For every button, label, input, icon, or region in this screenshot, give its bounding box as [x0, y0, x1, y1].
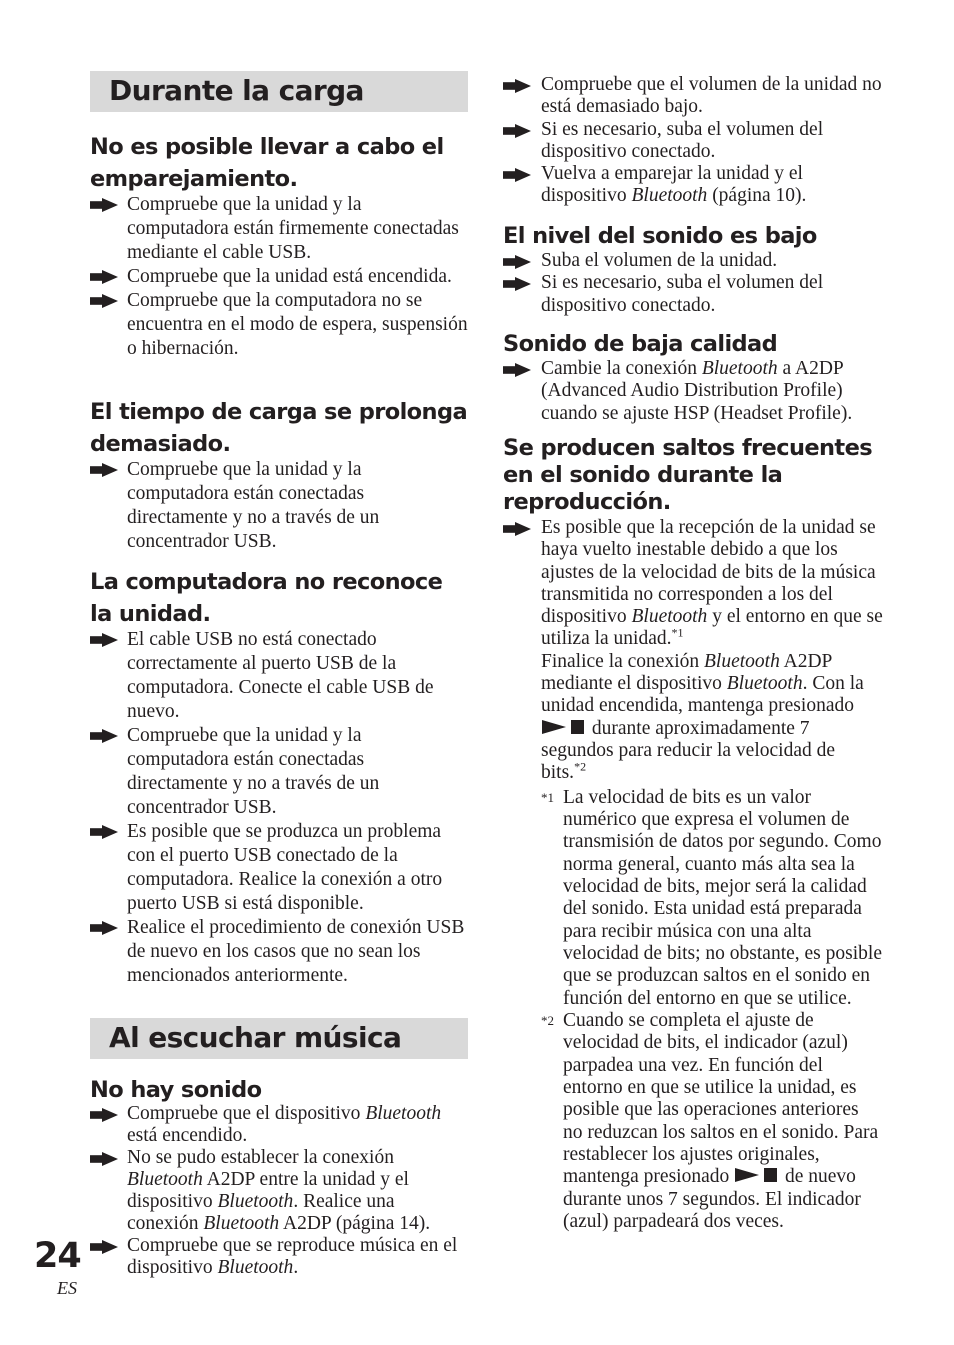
heading-no-sound: No hay sonido — [90, 1077, 262, 1103]
arrow-right-icon — [503, 522, 531, 536]
heading-low-quality: Sonido de baja calidad — [503, 331, 778, 357]
list-item: Realice el procedimiento de conexión USB de nuevo en los casos que no sean los mencionados anteriormente. — [90, 916, 468, 988]
arrow-right-icon — [503, 277, 531, 291]
list-item: No se pudo establecer la conexión Bluetooth A2DP entre la unidad y el dispositivo Bluetooth. Realice una conexión Bluetooth A2DP (página 14). — [90, 1147, 468, 1235]
list-item: Compruebe que el volumen de la unidad no está demasiado bajo. — [503, 74, 883, 119]
list-item: Compruebe que la unidad y la computadora están conectadas directamente y no a través de un concentrador USB. — [90, 458, 468, 554]
play-pause-icon — [734, 1166, 780, 1184]
heading-low-volume: El nivel del sonido es bajo — [503, 223, 817, 249]
heading-not-recognized: La computadora no reconoce la unidad. — [90, 569, 443, 627]
heading-sound-skips: Se producen saltos frecuentes en el sonido durante la reproducción. — [503, 435, 873, 515]
page-number: 24 — [34, 1236, 81, 1276]
list-item: Suba el volumen de la unidad. — [503, 250, 883, 272]
list-item: Si es necesario, suba el volumen del dispositivo conectado. — [503, 272, 883, 317]
arrow-right-icon — [90, 729, 118, 743]
low-volume-list — [503, 250, 883, 317]
list-item: Es posible que se produzca un problema con el puerto USB conectado de la computadora. Realice la conexión a otro puerto USB si está disponible. — [90, 820, 468, 916]
arrow-right-icon — [90, 1240, 118, 1254]
section-header-listening — [90, 1018, 468, 1059]
section-header-charging — [90, 71, 468, 112]
arrow-right-icon — [90, 921, 118, 935]
arrow-right-icon — [90, 1108, 118, 1122]
arrow-right-icon — [503, 124, 531, 138]
arrow-right-icon — [90, 294, 118, 308]
arrow-right-icon — [90, 825, 118, 839]
arrow-right-icon — [503, 255, 531, 269]
list-item: Compruebe que la unidad está encendida. — [90, 265, 468, 289]
no-sound-list — [90, 1103, 468, 1279]
no-sound-continued-list — [503, 74, 883, 208]
pairing-list — [90, 193, 468, 361]
section-title: Durante la carga — [109, 74, 364, 107]
list-item: El cable USB no está conectado correctamente al puerto USB de la computadora. Conecte el cable USB de nuevo. — [90, 628, 468, 724]
heading-charge-time: El tiempo de carga se prolonga demasiado. — [90, 399, 468, 457]
list-item: Compruebe que se reproduce música en el dispositivo Bluetooth. — [90, 1235, 468, 1279]
low-quality-list — [503, 358, 883, 425]
list-item: Si es necesario, suba el volumen del dispositivo conectado. — [503, 119, 883, 164]
footnote-2: *2 Cuando se completa el ajuste de velocidad de bits, el indicador (azul) parpadea una vez. En función del entorno en que se utilice la unidad, es posible que las operaciones anteriores no reduzcan los saltos en el sonido. Para restablecer los ajustes originales, mantenga presionado de nuevo durante unos 7 segundos. El indicador (azul) parpadeará dos veces. — [541, 1010, 879, 1233]
list-item: Compruebe que la unidad y la computadora están conectadas directamente y no a través de un concentrador USB. — [90, 724, 468, 820]
heading-pairing: No es posible llevar a cabo el emparejamiento. — [90, 134, 444, 192]
list-item: Vuelva a emparejar la unidad y el dispositivo Bluetooth (página 10). — [503, 163, 883, 208]
arrow-right-icon — [90, 1152, 118, 1166]
footnote-1: *1 La velocidad de bits es un valor numérico que expresa el volumen de transmisión de datos por segundo. Como norma general, cuanto más alta sea la velocidad de bits, mejor será la calidad del sonido. Esta unidad está preparada para recibir música con una alta velocidad de bits; no obstante, es posible que se produzcan saltos en el sonido en función del entorno en que se utilice. — [541, 786, 882, 1009]
arrow-right-icon — [90, 633, 118, 647]
list-item: Compruebe que el dispositivo Bluetooth está encendido. — [90, 1103, 468, 1147]
language-code: ES — [57, 1278, 77, 1298]
arrow-right-icon — [90, 198, 118, 212]
arrow-right-icon — [503, 168, 531, 182]
arrow-right-icon — [90, 463, 118, 477]
list-item: Cambie la conexión Bluetooth a A2DP (Advanced Audio Distribution Profile) cuando se ajuste HSP (Headset Profile). — [503, 358, 883, 425]
arrow-right-icon — [503, 79, 531, 93]
sound-skips-list — [503, 517, 883, 1233]
list-item: Compruebe que la computadora no se encuentra en el modo de espera, suspensión o hibernación. — [90, 289, 468, 361]
section-title: Al escuchar música — [109, 1021, 402, 1054]
arrow-right-icon — [90, 270, 118, 284]
arrow-right-icon — [503, 363, 531, 377]
list-item: Es posible que la recepción de la unidad se haya vuelto inestable debido a que los ajustes de la velocidad de bits de la música transmitida no corresponden a los del dispositivo Bluetooth y el entorno en que se utiliza la unidad.$^{*1}$ Finalice la conexión Bluetooth A2DP mediante el dispositivo Bluetooth. Con la unidad encendida, mantenga presionado durante aproximadamente 7 segundos para reducir la velocidad de bits.$^{*2}$ *1 La velocidad de bits es un valor numérico que expresa el volumen de transmisión de datos por segundo. Como norma general, cuanto más alta sea la velocidad de bits, mejor será la calidad del sonido. Esta unidad está preparada para recibir música con una alta velocidad de bits; no obstante, es posible que se produzcan saltos en el sonido en función del entorno en que se utilice. *2 Cuando se completa el ajuste de velocidad de bits, el indicador (azul) parpadea una vez. En función del entorno en que se utilice la unidad, es posible que las operaciones anteriores no reduzcan los saltos en el sonido. Para restablecer los ajustes originales, mantenga presionado de nuevo durante unos 7 segundos. El indicador (azul) parpadeará dos veces. — [503, 517, 883, 1233]
not-recognized-list — [90, 628, 468, 988]
charge-time-list — [90, 458, 468, 554]
list-item: Compruebe que la unidad y la computadora están firmemente conectadas mediante el cable USB. — [90, 193, 468, 265]
play-pause-icon — [541, 718, 587, 736]
